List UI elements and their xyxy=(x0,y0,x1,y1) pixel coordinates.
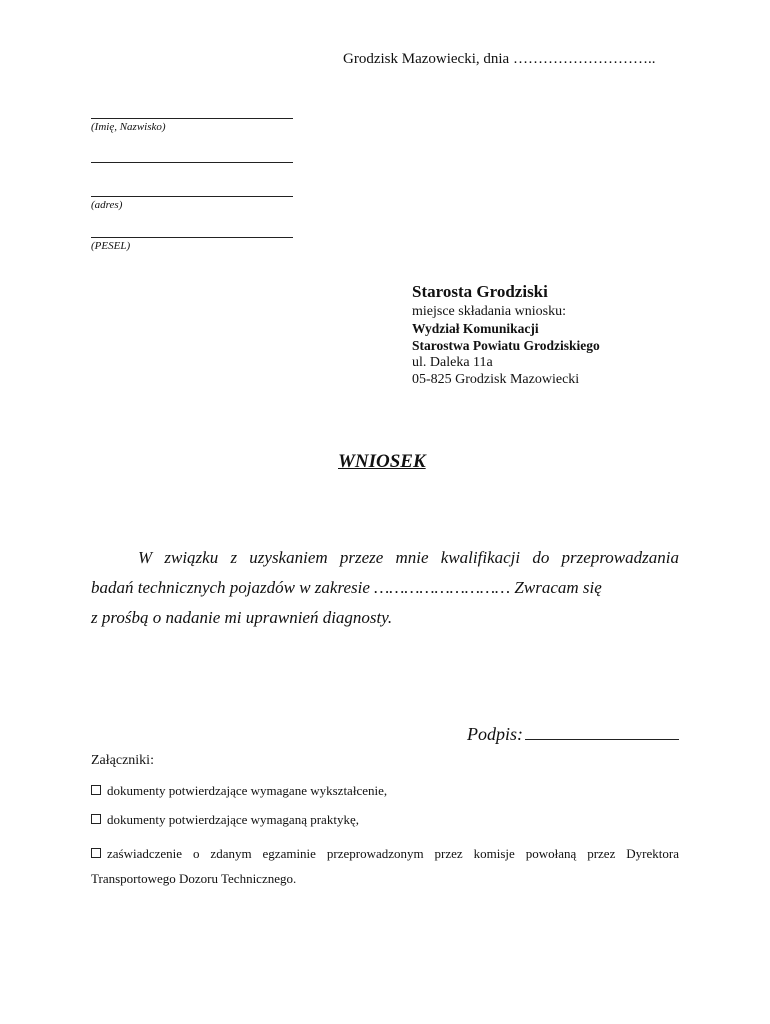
checkbox-icon[interactable] xyxy=(91,848,101,858)
body-line-1: W związku z uzyskaniem przeze mnie kwalifikacji do przeprowadzania xyxy=(138,548,679,567)
place-date: Grodzisk Mazowiecki, dnia ……………………….. xyxy=(343,51,656,67)
recipient-department: Wydział Komunikacji xyxy=(412,321,539,336)
address-field-line[interactable] xyxy=(91,196,293,197)
recipient-street: ul. Daleka 11a xyxy=(412,355,493,370)
recipient-place-label: miejsce składania wniosku: xyxy=(412,304,566,319)
body-line-2: badań technicznych pojazdów w zakresie ……………………… Zwracam się xyxy=(91,578,602,597)
attachment-item xyxy=(91,783,387,799)
attachment-item xyxy=(91,841,679,891)
name-extra-field-line[interactable] xyxy=(91,162,293,163)
attachment-text: dokumenty potwierdzające wymagane wykształcenie, xyxy=(107,783,388,798)
document-body xyxy=(91,543,679,633)
signature-label: Podpis: xyxy=(467,724,523,744)
signature-area xyxy=(467,724,679,745)
pesel-field-label: (PESEL) xyxy=(91,240,131,252)
attachment-item xyxy=(91,812,359,828)
recipient-city: 05-825 Grodzisk Mazowiecki xyxy=(412,372,580,387)
recipient-office: Starostwa Powiatu Grodziskiego xyxy=(412,338,600,353)
name-field-line[interactable] xyxy=(91,118,293,119)
checkbox-icon[interactable] xyxy=(91,785,101,795)
body-line-3: z prośbą o nadanie mi uprawnień diagnosty. xyxy=(91,608,393,627)
name-field-label: (Imię, Nazwisko) xyxy=(91,121,166,133)
attachments-title: Załączniki: xyxy=(91,753,154,768)
signature-line[interactable] xyxy=(525,725,679,740)
recipient-title: Starosta Grodziski xyxy=(412,282,548,301)
attachment-text: dokumenty potwierdzające wymaganą praktykę, xyxy=(107,812,359,827)
checkbox-icon[interactable] xyxy=(91,814,101,824)
attachment-text: zaświadczenie o zdanym egzaminie przeprowadzonym przez komisje powołaną przez Dyrektora Transportowego Dozoru Technicznego. xyxy=(91,846,679,886)
recipient-block xyxy=(412,281,600,388)
pesel-field-line[interactable] xyxy=(91,237,293,238)
address-field-label: (adres) xyxy=(91,199,123,211)
document-heading: WNIOSEK xyxy=(338,451,426,472)
